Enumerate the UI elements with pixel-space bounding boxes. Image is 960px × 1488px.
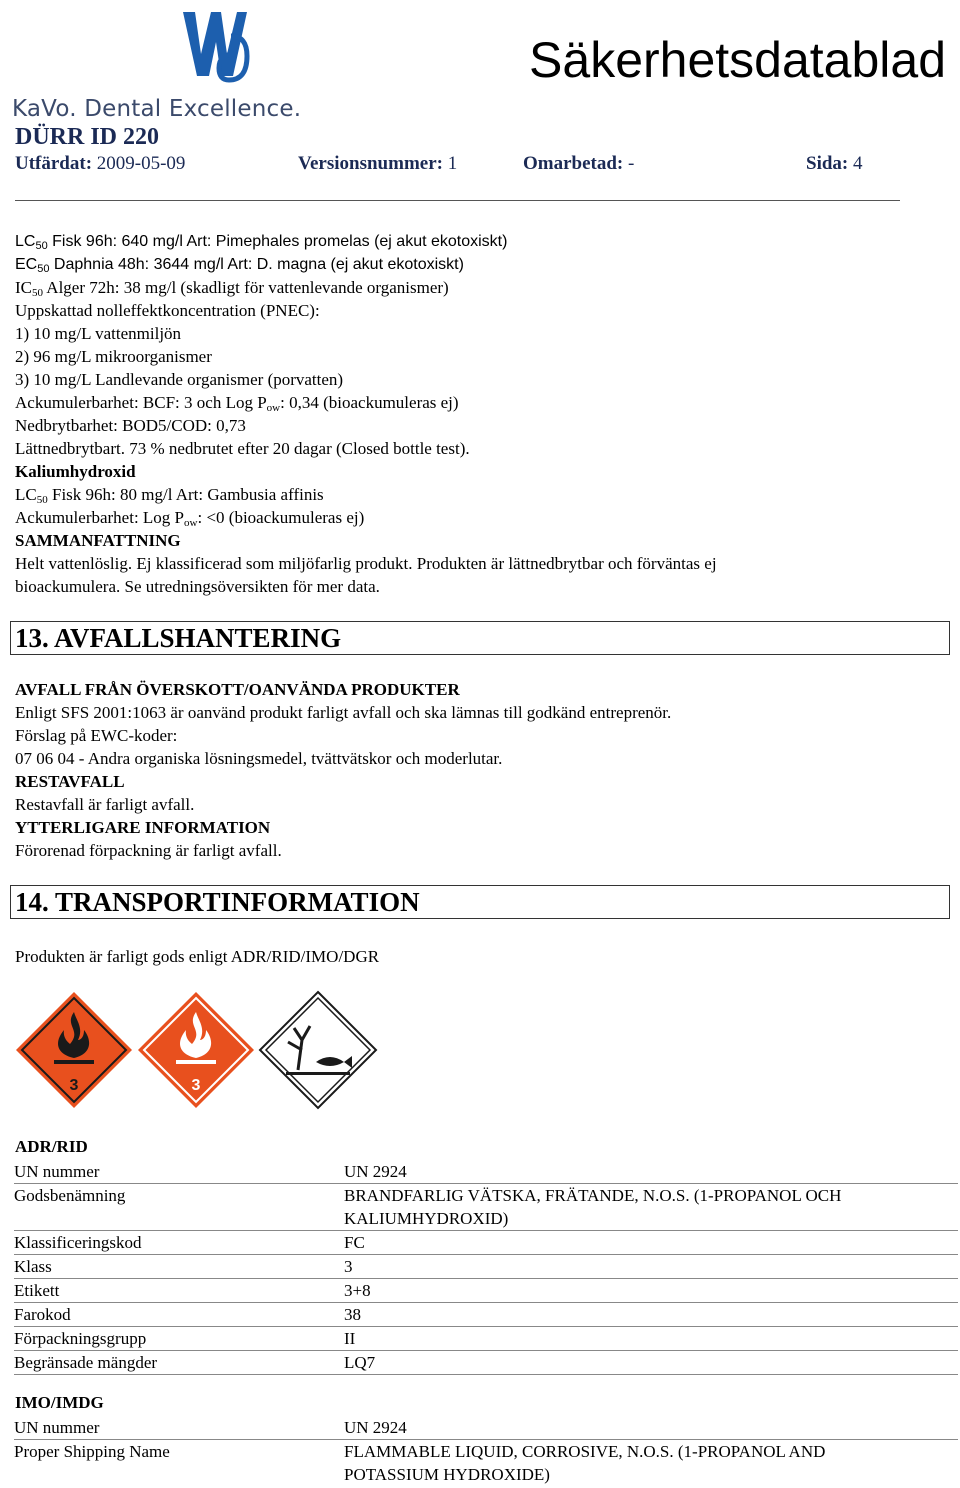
table-row: Klassificeringskod FC — [14, 1231, 958, 1255]
table-row: Begränsade mängder LQ7 — [14, 1351, 958, 1375]
summary-line-2: bioackumulera. Se utredningsöversikten för mer data. — [15, 577, 380, 596]
svg-text:3: 3 — [69, 1077, 79, 1094]
koh-line-lc50: $LC_{50}$ Fisk 96h: 80 mg/l Art: Gambusia affinis — [15, 485, 324, 506]
summary-heading: SAMMANFATTNING — [15, 531, 181, 550]
brand-tagline: KaVo. Dental Excellence. — [12, 96, 302, 122]
eco-line-degradability: Nedbrytbarhet: BOD5/COD: 0,73 — [15, 416, 246, 435]
table-row: Klass 3 — [14, 1255, 958, 1279]
section-14-title: 14. TRANSPORTINFORMATION — [15, 887, 420, 917]
additional-info-heading: YTTERLIGARE INFORMATION — [15, 818, 271, 837]
dangerous-goods-intro: Produkten är farligt gods enligt ADR/RID/IMO/DGR — [15, 947, 380, 966]
eco-line-pnec-2: 2) 96 mg/L mikroorganismer — [15, 347, 212, 366]
product-name: DÜRR ID 220 — [15, 124, 159, 150]
summary-line-1: Helt vattenlöslig. Ej klassificerad som miljöfarlig produkt. Produkten är lättnedbrytbar och förväntas ej — [15, 554, 717, 573]
adr-rid-heading: ADR/RID — [15, 1137, 88, 1156]
svg-text:3: 3 — [191, 1077, 201, 1094]
kavo-logo-icon — [175, 6, 255, 88]
table-row: UN nummer UN 2924 — [14, 1416, 958, 1440]
header-divider — [15, 200, 900, 201]
table-row: UN nummer UN 2924 — [14, 1160, 958, 1184]
company-logo — [10, 6, 302, 122]
page-number: Sida: 4 — [806, 153, 863, 174]
eco-line-pnec-3: 3) 10 mg/L Landlevande organismer (porvatten) — [15, 370, 344, 389]
section-13-header — [10, 621, 950, 655]
environment-hazard-label-icon — [258, 990, 378, 1110]
eco-line-ic50-algae: $IC_{50}$ Alger 72h: 38 mg/l (skadligt för vattenlevande organismer) — [15, 278, 449, 299]
waste-heading: AVFALL FRÅN ÖVERSKOTT/OANVÄNDA PRODUKTER — [15, 680, 460, 699]
version-number: Versionsnummer: 1 — [298, 153, 458, 174]
document-title: Säkerhetsdatablad — [529, 32, 946, 88]
additional-info-text: Förorenad förpackning är farligt avfall. — [15, 841, 282, 860]
flammable-liquid-label-icon — [136, 990, 256, 1110]
section-14-header — [10, 885, 950, 919]
ewc-code: 07 06 04 - Andra organiska lösningsmedel, tvättvätskor och moderlutar. — [15, 749, 503, 768]
eco-line-ec50-daphnia: $EC_{50}$ Daphnia 48h: 3644 mg/l Art: D. magna (ej akut ekotoxiskt) — [15, 256, 464, 275]
flammable-liquid-label-icon — [14, 990, 134, 1110]
table-row: Etikett 3+8 — [14, 1279, 958, 1303]
revised-date: Omarbetad: - — [523, 153, 635, 174]
issued-date: Utfärdat: 2009-05-09 — [15, 153, 186, 174]
table-row: Godsbenämning BRANDFARLIG VÄTSKA, FRÄTANDE, N.O.S. (1-PROPANOL OCH KALIUMHYDROXID) — [14, 1184, 958, 1231]
eco-line-biodegradable: Lättnedbrytbart. 73 % nedbrutet efter 20 dagar (Closed bottle test). — [15, 439, 470, 458]
ewc-label: Förslag på EWC-koder: — [15, 726, 178, 745]
adr-rid-table — [14, 1160, 958, 1375]
imo-imdg-table — [14, 1416, 958, 1486]
imo-imdg-heading: IMO/IMDG — [15, 1393, 104, 1412]
koh-heading: Kaliumhydroxid — [15, 462, 136, 481]
table-row: Proper Shipping Name FLAMMABLE LIQUID, CORROSIVE, N.O.S. (1-PROPANOL AND POTASSIUM HYDROXIDE) — [14, 1442, 826, 1484]
koh-line-bioaccumulation: Ackumulerbarhet: Log $P_{ow}$: <0 (bioackumuleras ej) — [15, 508, 365, 529]
residual-waste-text: Restavfall är farligt avfall. — [15, 795, 195, 814]
eco-line-lc50-fish: $LC_{50}$ Fisk 96h: 640 mg/l Art: Pimephales promelas (ej akut ekotoxiskt) — [15, 233, 508, 252]
eco-line-pnec-1: 1) 10 mg/L vattenmiljön — [15, 324, 182, 343]
table-row: Förpackningsgrupp II — [14, 1327, 958, 1351]
table-row: Farokod 38 — [14, 1303, 958, 1327]
waste-paragraph: Enligt SFS 2001:1063 är oanvänd produkt farligt avfall och ska lämnas till godkänd entreprenör. — [15, 703, 672, 722]
eco-line-bioaccumulation: Ackumulerbarhet: BCF: 3 och Log $P_{ow}$: 0,34 (bioackumuleras ej) — [15, 393, 459, 414]
section-13-title: 13. AVFALLSHANTERING — [15, 623, 342, 653]
eco-line-pnec: Uppskattad nolleffektkoncentration (PNEC): — [15, 301, 320, 320]
residual-waste-heading: RESTAVFALL — [15, 772, 125, 791]
